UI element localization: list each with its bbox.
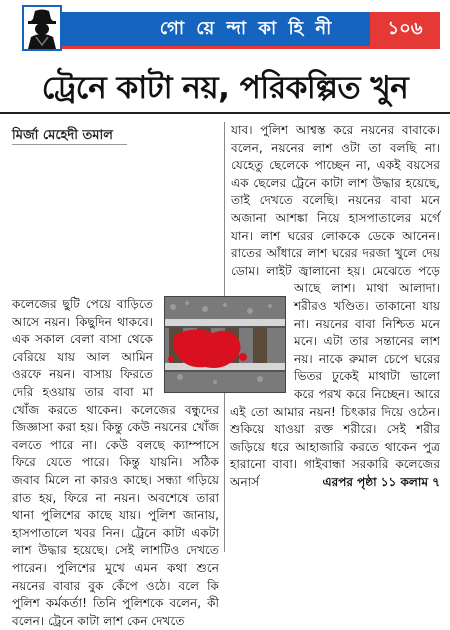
page-number-badge: ১০৬ <box>370 12 440 46</box>
railway-track-with-blood-image <box>164 296 286 393</box>
section-title: গো য়ে ন্দা কা হি নী <box>159 18 335 39</box>
headline: ট্রেনে কাটা নয়, পরিকল্পিত খুন <box>41 70 409 106</box>
left-column-text: কলেজের ছুটি পেয়ে বাড়িতে আসে নয়ন। কিছুদিন থাকবে। এক সকাল বেলা বাসা থেকে বেরিয়ে যায় আল আমিন ওরফে নয়ন। বাসায় ফিরতে দেরি হওয়ায় তার বাবা মা খোঁজ করতে থাকেন। কলেজের বন্ধুদের জিজ্ঞাসা করা হয়। কিন্তু কেউ নয়নের খোঁজ বলতে পারে না। কেউ বলছে ক্যাম্পাসে ফিরে যেতে পারে। কিন্তু যায়নি। সঠিক জবাব মিলে না কারও কাছে। সন্ধ্যা গড়িয়ে রাত হয়, ফিরে না নয়ন। অবশেষে তারা থানা পুলিশের কাছে যায়। পুলিশ জানায়, হাসপাতালে খবর নিন। ট্রেনে কাটা একটা লাশ উদ্ধার হয়েছে। সেই লাশটিও দেখতে পারেন। পুলিশের মুখে এমন কথা শুনে নয়নের বাবার বুক কেঁপে ওঠে। বলে কি পুলিশ কর্মকর্তা! তিনি পুলিশকে বলেন, কী বলেন। ট্রেনে কাটা লাশ কেন দেখতে <box>12 297 219 628</box>
headline-divider <box>0 112 450 114</box>
section-header-bar <box>22 12 440 49</box>
byline: মির্জা মেহেদী তমাল <box>12 128 113 143</box>
right-column-text: যাব। পুলিশ আশ্বস্ত করে নয়নের বাবাকে। বলেন, নয়নের লাশ ওটা তা বলছি না। যেহেতু ছেলেকে পাচ্ছেন না, একই বয়সের এক ছেলের ট্রেনে কাটা লাশ উদ্ধার হয়েছে, তাই দেখতে বলেছি। নয়নের বাবা মনে অজানা আশঙ্কা নিয়ে হাসপাতালের মর্গে যান। লাশ ঘরের লোককে ডেকে আনেন। রাতের আঁধারে লাশ ঘরের দরজা খুলে দেয় ডোম। লাইট জ্বালানো হয়। মেঝেতে পড়ে আছে লাশ। মাথা আলাদা। শরীরও খণ্ডিত। তাকানো যায় না। নয়নের বাবা নিশ্চিত মনে মনে। এটা তার সন্তানের লাশ নয়। নাকে রুমাল চেপে ঘরের ভিতর ঢুকেই মাথাটা ভালো করে পরখ করে নিচ্ছেন। আরে এই তো আমার নয়ন! চিৎকার দিয়ে ওঠেন। শুকিয়ে যাওয়া রক্ত শরীরে। সেই শরীর জড়িয়ে ধরে আহাজারি করতে থাকেন পুত্র হারানো বাবা। গাইবান্ধা সরকারি কলেজের অনার্স <box>230 123 440 489</box>
byline-underline <box>12 144 127 145</box>
detective-icon <box>22 5 62 51</box>
continuation-note: এরপর পৃষ্ঠা ১১ কলাম ৭ <box>322 474 440 489</box>
